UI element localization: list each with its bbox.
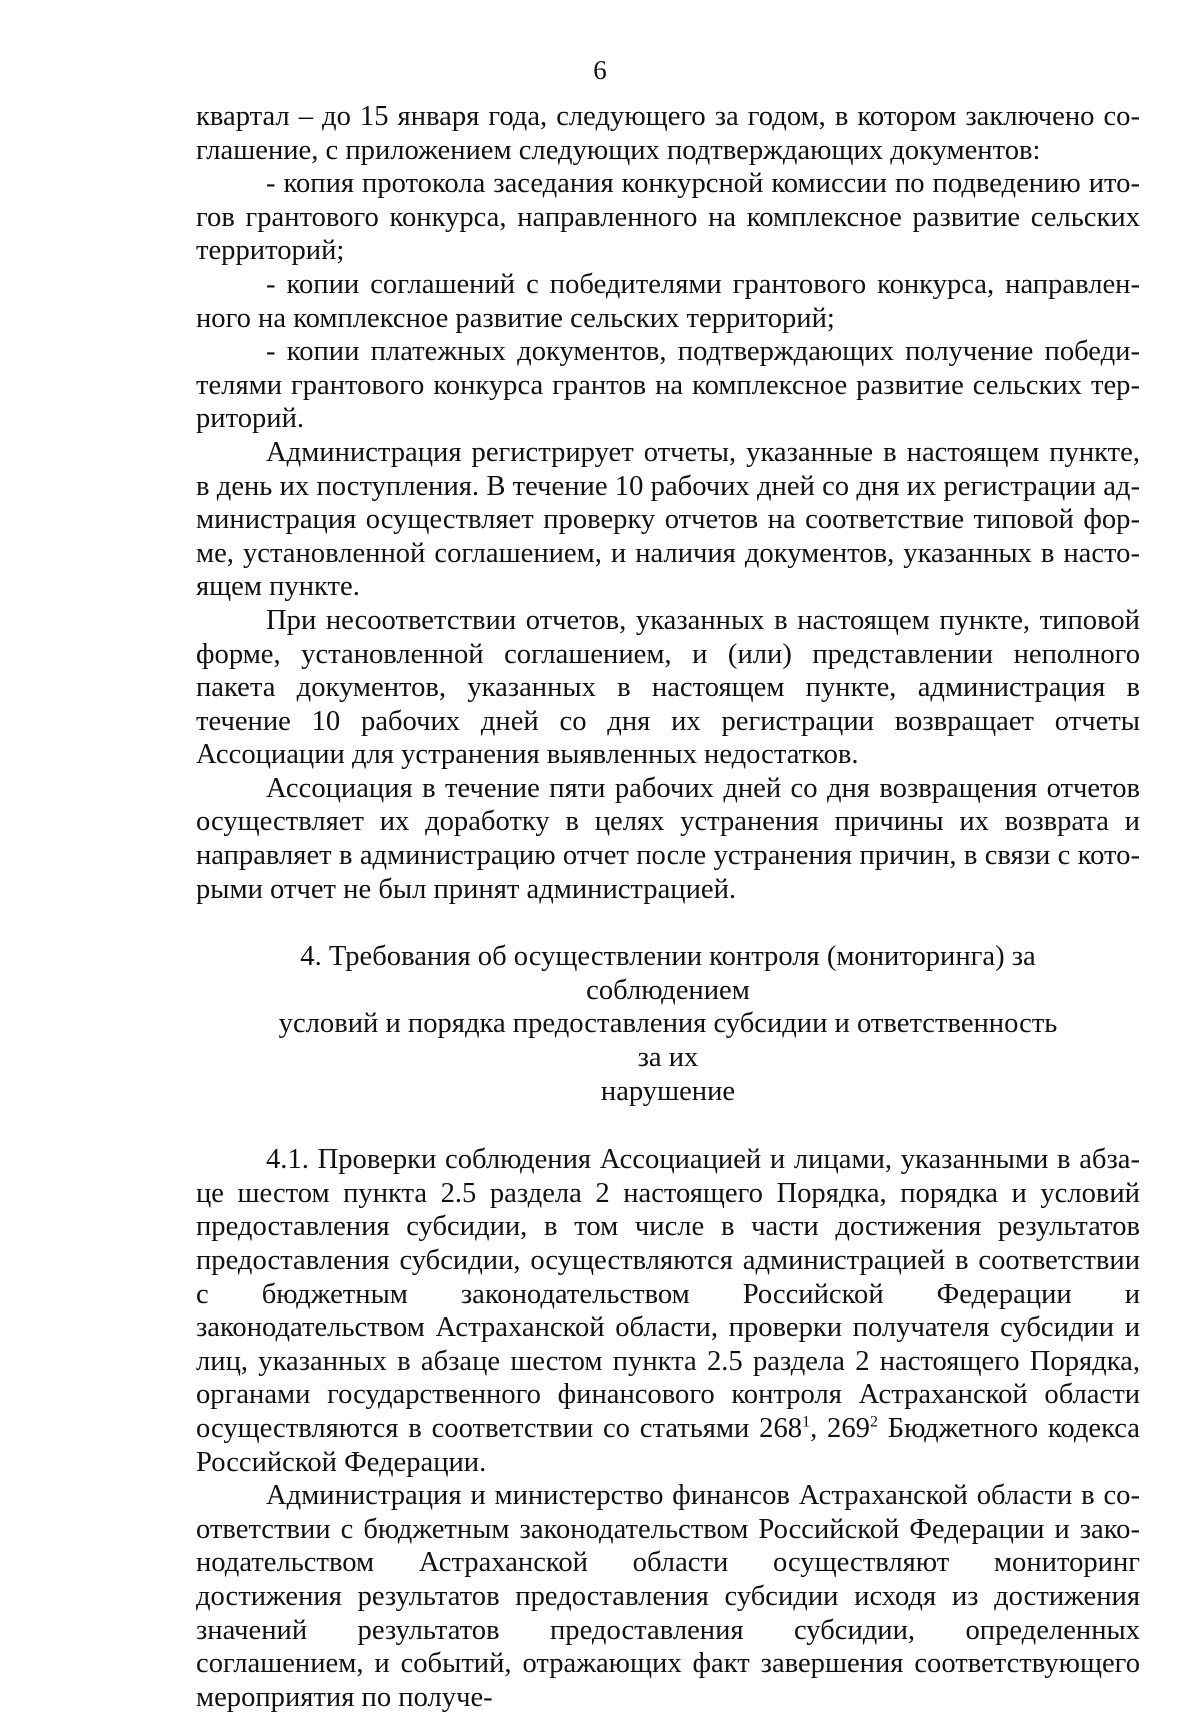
paragraph-monitoring: Администрация и министерство финансов Астраханской области в соответствии с бюджетным законодательством Российской Федерации и законодательством Астраханской области осуществляют мониторинг достижения результатов предоставления субсидии исходя из достижения значений результатов предоставления субсидии, определенных соглашением, и событий, отражающих факт завершения соответствующего мероприятия по получе- — [196, 1480, 1140, 1713]
document-body — [196, 100, 1140, 1714]
section-4-heading — [196, 940, 1140, 1108]
paragraph-4-1-text: 4.1. Проверки соблюдения Ассоциацией и лицами, указанными в абзаце шестом пункта 2.5 раздела 2 настоящего Порядка, порядка и условий предоставления субсидии, в том числе в части достижения результатов предоставления субсидии, осуществляются администрацией в соответствии с бюджетным законодательством Российской Федерации и законодательством Астраханской области, проверки получателя субсидии и лиц, указанных в абзаце шестом пункта 2.5 раздела 2 настоящего Порядка, органами государственного финансового контроля Астраханской области осуществляются в соответствии со статьями 268 — [196, 1144, 1140, 1444]
paragraph-4-1-inspections — [196, 1143, 1140, 1479]
section-4-heading-line: нарушение — [600, 1075, 736, 1107]
list-item-payment-documents-copy: - копии платежных документов, подтверждающих получение победителями грантового конкурса грантов на комплексное развитие сельских территорий. — [196, 336, 1140, 435]
paragraph-report-registration: Администрация регистрирует отчеты, указанные в настоящем пункте, в день их поступления. В течение 10 рабочих дней со дня их регистрации администрация осуществляет проверку отчетов на соответствие типовой форме, установленной соглашением, и наличия документов, указанных в настоящем пункте. — [196, 436, 1140, 603]
paragraph-report-revision: Ассоциация в течение пяти рабочих дней со дня возвращения отчетов осуществляет их доработку в целях устранения причины их возврата и направляет в администрацию отчет после устранения причин, в связи с которыми отчет не был принят администрацией. — [196, 772, 1140, 905]
section-4-heading-line: 4. Требования об осуществлении контроля (мониторинга) за соблюдением — [300, 941, 1036, 1006]
page-number: 6 — [593, 55, 607, 85]
list-item-protocol-copy: - копия протокола заседания конкурсной комиссии по подведению итогов грантового конкурса, направленного на комплексное развитие сельских территорий; — [196, 168, 1140, 267]
list-item-agreements-copy: - копии соглашений с победителями грантового конкурса, направленного на комплексное развитие сельских территорий; — [196, 268, 1140, 334]
paragraph-report-return: При несоответствии отчетов, указанных в настоящем пункте, типовой форме, установленной соглашением, и (или) представлении неполного пакета документов, указанных в настоящем пункте, администрация в течение 10 рабочих дней со дня их регистрации возвращает отчеты Ассоциации для устранения выявленных недостатков. — [196, 604, 1140, 771]
paragraph-4-1-text: Бюджетного кодекса Российской Федерации. — [196, 1412, 1140, 1478]
superscript-1: 1 — [802, 1413, 811, 1431]
paragraph-4-1-text: , 269 — [810, 1412, 870, 1444]
paragraph-reporting-deadline: квартал – до 15 января года, следующего за годом, в котором заключено соглашение, с приложением следующих подтверждающих документов: — [196, 101, 1140, 166]
superscript-2: 2 — [869, 1413, 878, 1431]
section-4-heading-line: условий и порядка предоставления субсидии и ответственность за их — [278, 1008, 1058, 1074]
